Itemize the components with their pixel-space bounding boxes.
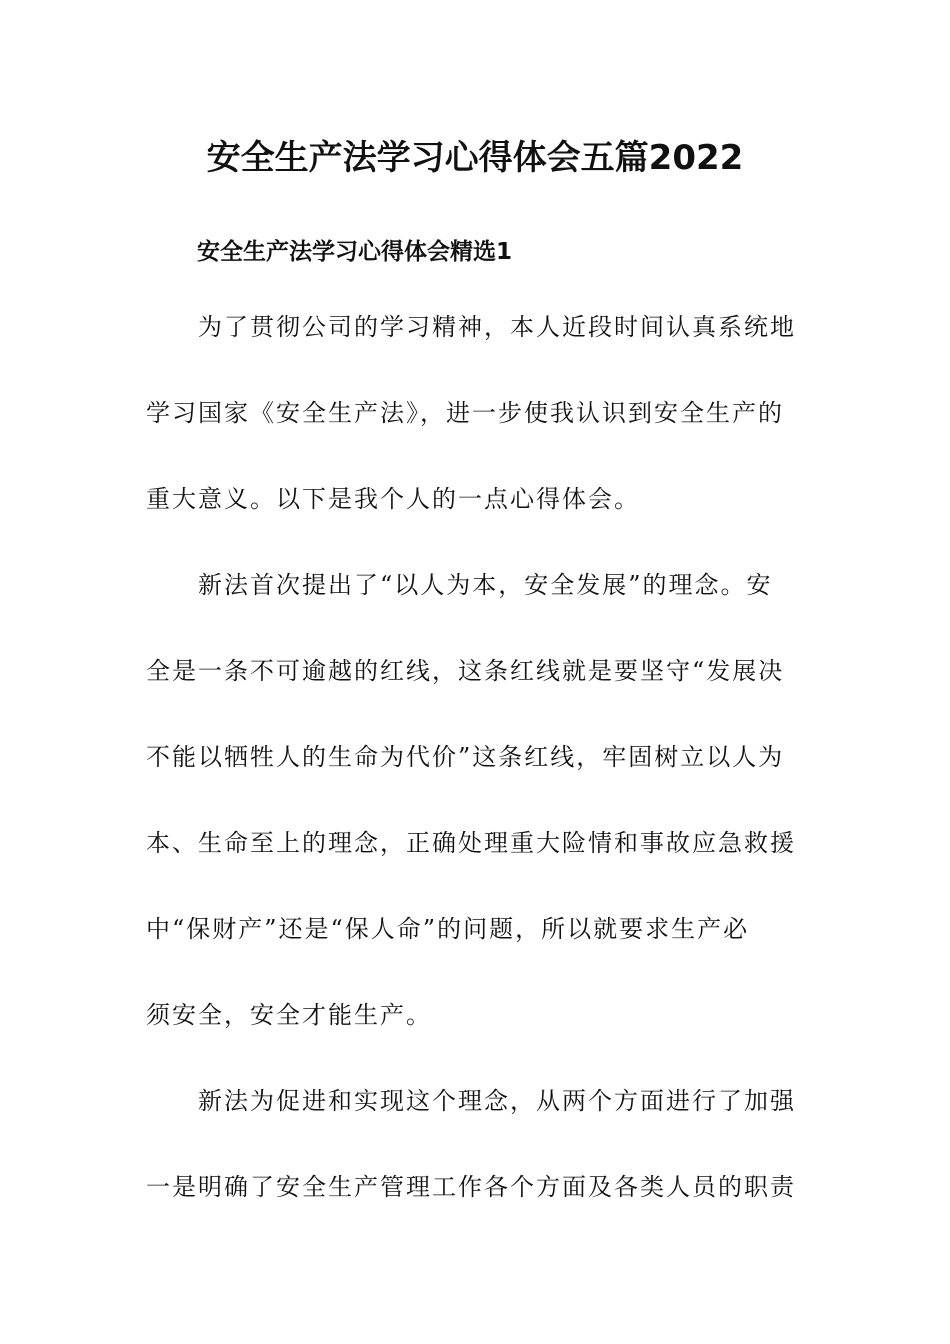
paragraph-line: 中“保财产”还是“保人命”的问题，所以就要求生产必: [146, 915, 750, 943]
paragraph-line: 须安全，安全才能生产。: [146, 1001, 432, 1029]
paragraph-2: [146, 542, 811, 1058]
paragraph-line: 重大意义。以下是我个人的一点心得体会。: [146, 485, 640, 513]
paragraph-line: 学习国家《安全生产法》，进一步使我认识到安全生产的: [146, 399, 784, 427]
document-title: 安全生产法学习心得体会五篇2022: [206, 138, 744, 178]
section-heading: 安全生产法学习心得体会精选1: [197, 239, 513, 265]
paragraph-line: 本、生命至上的理念，正确处理重大险情和事故应急救援: [146, 829, 796, 857]
paragraph-line: 新法为促进和实现这个理念，从两个方面进行了加强: [198, 1087, 796, 1115]
paragraph-line: 新法首次提出了“以人为本，安全发展”的理念。安: [198, 571, 773, 599]
paragraph-3: [146, 1058, 811, 1230]
paragraph-line: 不能以牺牲人的生命为代价”这条红线，牢固树立以人为: [146, 743, 785, 771]
paragraph-line: 一是明确了安全生产管理工作各个方面及各类人员的职责: [146, 1173, 796, 1201]
paragraph-line: 全是一条不可逾越的红线，这条红线就是要坚守“发展决: [146, 657, 785, 685]
paragraph-1: [146, 284, 811, 542]
paragraph-line: 为了贯彻公司的学习精神，本人近段时间认真系统地: [198, 313, 796, 341]
